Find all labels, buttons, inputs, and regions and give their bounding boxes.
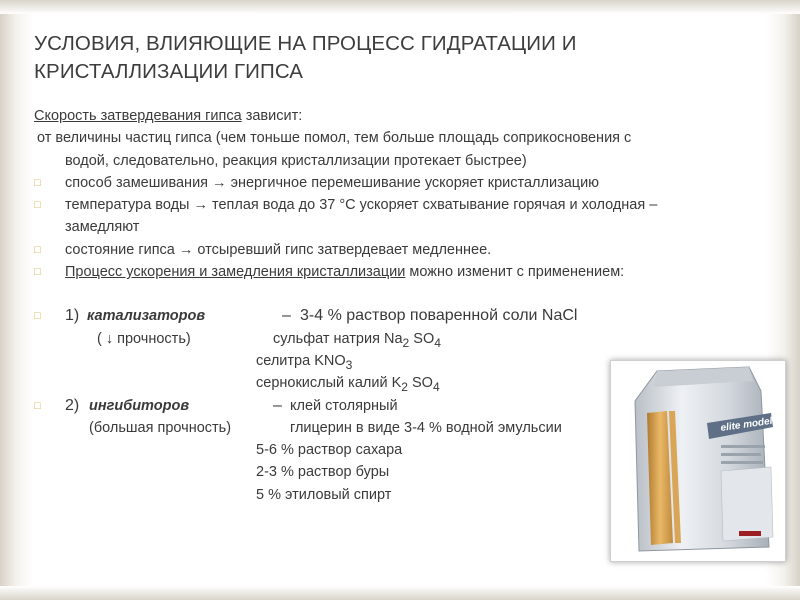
particles-line-1 [34,127,784,149]
catalysts-number: 1) [65,307,80,325]
inhibitor-glue: клей столярный [290,397,398,414]
temperature-continuation [34,216,784,238]
catalyst-potassium-sulfate: сернокислый калий $K_2$ $SO_4$ [256,375,440,395]
bullet-icon: □ [34,266,41,279]
catalyst-sodium-sulfate: сульфат натрия $Na_2$ $SO_4$ [273,330,441,350]
intro-text [34,105,302,127]
bullet-process [34,261,784,283]
particles-line-2 [34,150,784,172]
bullet-icon: □ [34,243,41,256]
catalyst-nacl: 3-4 % раствор поваренной соли NaCl [300,307,578,325]
bullet-icon: □ [34,176,41,189]
intro-rest: зависит: [241,108,303,124]
catalysts-dash: – [282,307,291,325]
inhibitor-sugar: 5-6 % раствор сахара [256,442,403,459]
product-photo [610,360,786,562]
temperature-text-2: замедляют [65,219,140,236]
inhibitor-glycerin: глицерин в виде 3-4 % водной эмульсии [290,419,562,436]
inhibitor-borax: 2-3 % раствор буры [256,464,390,481]
catalyst-saltpeter: селитра $KNO_3$ [256,352,353,372]
process-rest: можно изменит с применением: [405,264,625,281]
mixing-text: способ замешивания → энергичное перемешивание ускоряет кристаллизацию [65,174,600,191]
particles-text-2: водой, следовательно, реакция кристаллизации протекает быстрее) [65,152,527,169]
intro-line [34,105,784,127]
state-text: состояние гипса → отсыревший гипс затвердевает медленнее. [65,241,492,258]
bullet-temperature [34,194,784,216]
inhibitors-label: ингибиторов [89,397,190,414]
catalysts-note: ( ↓ прочность) [97,330,191,347]
brand-label: elite model [719,415,774,434]
catalysts-label: катализаторов [87,308,206,325]
inhibitors-note: (большая прочность) [89,419,232,436]
particles-text-1: от величины частиц гипса (чем тоньше помол, тем больше площадь соприкосновения с [37,130,632,147]
bullet-icon: □ [34,310,41,323]
slide-bottom-edge [0,586,800,600]
temperature-text-1: температура воды → теплая вода до 37 °С ускоряет схватывание горячая и холодная – [65,197,658,214]
process-underlined: Процесс ускорения и замедления кристаллизации [65,264,406,281]
bullet-mixing [34,172,784,194]
gypsum-bag-image [611,361,785,561]
inhibitors-dash: – [273,396,282,414]
intro-underlined: Скорость затвердевания гипса [34,108,242,124]
bullet-state [34,239,784,261]
process-text [65,261,624,283]
slide-title: УСЛОВИЯ, ВЛИЯЮЩИЕ НА ПРОЦЕСС ГИДРАТАЦИИ И КРИСТАЛЛИЗАЦИИ ГИПСА [34,32,577,83]
slide-top-edge [0,0,800,14]
bullet-icon: □ [34,199,41,212]
catalysts-sub-line-1 [34,328,784,350]
inhibitors-number: 2) [65,396,80,414]
catalysts-line [34,305,784,327]
bullet-icon: □ [34,399,41,412]
inhibitor-ethanol: 5 % этиловый спирт [256,486,392,503]
